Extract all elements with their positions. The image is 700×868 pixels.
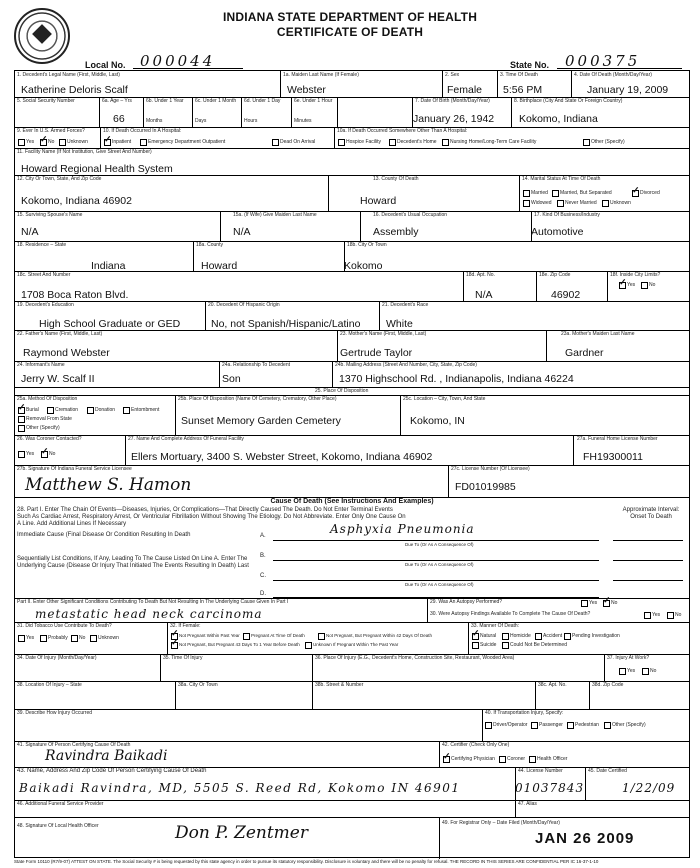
label-injury-apt: 38c. Apt. No. [538,682,567,688]
widowed-label: Widowed [531,200,552,206]
label-certifier-type: 42. Certifier (Check Only One) [442,742,510,748]
armed-forces-yes-checkbox [18,139,25,146]
label-injury-city: 38a. City Or Town [178,682,218,688]
disposition-place: Sunset Memory Garden Cemetery [181,415,341,427]
tobacco-unknown-label: Unknown [98,635,119,641]
doa-label: Dead On Arrival [280,139,316,145]
date-certified: 1/22/09 [622,781,676,795]
label-licensee-signature: 27b. Signature Of Indiana Funeral Service Licensee [17,466,132,472]
certifier-license: 01037843 [515,781,585,795]
line-b-label: B. [260,553,266,559]
due-to-b: Due To (Or As A Consequence Of) [405,562,474,567]
married-label: Married [531,190,548,196]
pregnant-42-days-label: Not Pregnant, But Pregnant Within 42 Days Of Death [326,633,433,638]
inside-city-no-label: No [649,282,656,288]
pregnant-unknown-label: Unknown If Pregnant Within The Past Year [313,642,399,647]
coroner-yes-label: Yes [26,451,35,457]
label-race: 21. Decedent's Race [382,302,429,308]
label-maiden-name: 1a. Maiden Last Name (If Female) [283,72,359,78]
natural-label: Natural [480,633,497,639]
marital-unknown-checkbox [602,200,609,207]
line-a-label: A. [260,533,266,539]
entombment-checkbox [123,407,130,414]
label-funeral-license: 27a. Funeral Home License Number [577,436,658,442]
certificate-title: CERTIFICATE OF DEATH [276,25,424,39]
label-under-1-day: 6d. Under 1 Day [244,98,281,104]
label-time-of-injury: 35. Time Of Injury [163,655,203,661]
maiden-name: Webster [287,84,326,96]
disposition-location: Kokomo, IN [410,415,465,427]
label-county-of-death: 13. County Of Death [373,176,419,182]
label-injury-zip: 38d. Zip Code [592,682,624,688]
suicide-label: Suicide [480,642,497,648]
married-separated-checkbox [552,190,559,197]
health-officer-checkbox [529,756,536,763]
funeral-facility: Ellers Mortuary, 3400 S. Webster Street, Kokomo, Indiana 46902 [131,451,433,463]
findings-no-label: No [675,612,682,618]
armed-forces-unknown-checkbox [59,139,66,146]
label-apt: 18d. Apt. No. [466,272,495,278]
relationship: Son [222,373,241,385]
coroner-checkbox [499,756,506,763]
label-coroner: 26. Was Coroner Contacted? [17,436,82,442]
apt: N/A [475,289,493,301]
label-occupation: 16. Decedent's Usual Occupation [373,212,448,218]
label-residence-city: 18b. City Or Town [347,242,387,248]
divorced-label: Divorced [640,190,660,196]
label-date-of-birth: 7. Date Of Birth (Month/Day/Year) [415,98,490,104]
label-injury-description: 39. Describe How Injury Occurred [17,710,93,716]
inpatient-checkbox [104,139,111,146]
armed-forces-unknown-label: Unknown [67,139,88,145]
part1-instruction-1: 28. Part I. Enter The Chain Of Events—Diseases, Injuries, Or Complications—That Directly Caused The Death. Do Not Enter Terminal Events [17,507,393,513]
label-certifier-license: 44. License Number [518,768,563,774]
label-hours: Hours [244,118,258,124]
label-date-of-death: 4. Date Of Death (Month/Day/Year) [574,72,652,78]
never-married-checkbox [557,200,564,207]
autopsy-yes-checkbox [581,600,588,607]
facility-name: Howard Regional Health System [21,163,173,175]
decedent-name: Katherine Deloris Scalf [21,84,128,96]
decedent-home-label: Decedent's Home [397,139,437,145]
label-date-certified: 45. Date Certified [588,768,627,774]
cause-heading: Cause Of Death (See Instructions And Examples) [270,498,434,505]
passenger-label: Passenger [539,722,563,728]
disposition-other-label: Other (Specify) [26,425,60,431]
sequential-conditions-label: Sequentially List Conditions, If Any, Leading To The Cause Listed On Line A. Enter The Underlying Cause (Disease Or Injury That Initiated The Events Resulting In Death) Last [17,556,249,569]
date-of-birth: January 26, 1942 [413,113,495,125]
suicide-checkbox [472,642,479,649]
nursing-home-label: Nursing Home/Long-Term Care Facility [450,139,537,145]
injury-work-yes-checkbox [619,668,626,675]
tobacco-yes-checkbox [18,635,25,642]
pregnant-at-death-checkbox [243,633,250,640]
label-minutes: Minutes [294,118,312,124]
mother-maiden: Gardner [565,347,604,359]
race: White [386,318,413,330]
er-outpatient-label: Emergency Department Outpatient [148,139,226,145]
certificate-form [14,70,690,858]
injury-work-no-checkbox [642,668,649,675]
spouse-maiden: N/A [233,226,251,238]
industry: Automotive [531,226,584,238]
label-armed-forces: 9. Ever In U.S. Armed Forces? [17,128,85,134]
tobacco-probably-checkbox [40,635,47,642]
label-date-filed: 49. For Registrar Only – Date Filed (Month/Day/Year) [442,820,560,826]
street: 1708 Boca Raton Blvd. [21,289,129,301]
label-date-of-injury: 34. Date Of Injury (Month/Day/Year) [17,655,97,661]
other-place-checkbox [583,139,590,146]
armed-forces-yes-label: Yes [26,139,35,145]
decedent-home-checkbox [389,139,396,146]
pregnant-43-days-checkbox [171,642,178,649]
label-tobacco: 31. Did Tobacco Use Contribute To Death? [17,623,112,629]
label-residence-state: 18. Residence – State [17,242,67,248]
local-no-label: Local No. [85,60,126,70]
label-mother-name: 23. Mother's Name (First, Middle, Last) [340,331,427,337]
burial-label: Burial [26,407,39,413]
part2-conditions: metastatic head neck carcinoma [35,607,263,621]
findings-yes-label: Yes [652,612,661,618]
label-mother-maiden: 23a. Mother's Maiden Last Name [561,331,635,337]
label-injury-state: 38. Location Of Injury – State [17,682,82,688]
health-officer-signature: Don P. Zentmer [175,823,308,843]
married-checkbox [523,190,530,197]
removal-label: Removal From State [26,416,72,422]
other-place-label: Other (Specify) [591,139,625,145]
certifying-physician-label: Certifying Physician [451,756,495,762]
marital-unknown-label: Unknown [610,200,631,206]
autopsy-no-label: No [611,600,618,606]
line-c-label: C. [260,573,266,579]
removal-checkbox [18,416,25,423]
inpatient-label: Inpatient [112,139,132,145]
pedestrian-label: Pedestrian [575,722,599,728]
natural-checkbox [472,633,479,640]
label-spouse-maiden: 15a. (If Wife) Give Maiden Last Name [233,212,317,218]
er-outpatient-checkbox [140,139,147,146]
part1-instruction-3: A Line. Add Additional Lines If Necessary [17,521,127,527]
spouse-name: N/A [21,226,39,238]
certifier-signature: Ravindra Baikadi [45,748,168,764]
label-industry: 17. Kind Of Business/Industry [534,212,600,218]
health-officer-label: Health Officer [537,756,568,762]
label-certifier-address: 43. Name, Address And Zip Code Of Person Certifying Cause Of Death [17,768,207,774]
donation-label: Donation [95,407,116,413]
label-months: Months [146,118,163,124]
findings-yes-checkbox [644,612,651,619]
inside-city-no-checkbox [641,282,648,289]
doa-checkbox [272,139,279,146]
city-state-zip: Kokomo, Indiana 46902 [21,195,132,207]
label-health-officer-signature: 48. Signature Of Local Health Officer [17,823,99,829]
findings-no-checkbox [667,612,674,619]
local-no-value: 000044 [140,52,216,70]
time-of-death: 5:56 PM [503,84,543,96]
certifying-physician-checkbox [443,756,450,763]
widowed-checkbox [523,200,530,207]
label-zip: 18e. Zip Code [539,272,571,278]
undetermined-label: Could Not Be Determined [510,642,567,648]
label-other-place: 10a. If Death Occurred Somewhere Other Than A Hospital: [337,128,468,134]
residence-county: Howard [201,260,238,272]
zip: 46902 [551,289,581,301]
label-father-name: 22. Father's Name (First, Middle, Last) [17,331,103,337]
label-ssn: 5. Social Security Number [17,98,75,104]
transport-other-checkbox [604,722,611,729]
autopsy-no-checkbox [603,600,610,607]
hospice-checkbox [338,139,345,146]
label-if-female: 32. If Female: [170,623,201,629]
label-under-1-year: 6b. Under 1 Year [146,98,184,104]
accident-label: Accident [543,633,563,639]
label-decedent-name: 1. Decedent's Legal Name (First, Middle, Last) [17,72,120,78]
label-education: 19. Decedent's Education [17,302,74,308]
label-place-of-injury: 36. Place Of Injury (E.G., Decedent's Home, Construction Site, Restaurant, Wooded Area) [315,655,515,661]
licensee-signature: Matthew S. Hamon [25,475,192,495]
married-separated-label: Married, But Separated [560,190,612,196]
education: High School Graduate or GED [39,318,181,330]
department-title: INDIANA STATE DEPARTMENT OF HEALTH [222,10,478,24]
licensee-number: FD01019985 [455,481,516,493]
autopsy-yes-label: Yes [589,600,598,606]
label-injury-at-work: 37. Injury At Work? [607,655,650,661]
sex: Female [447,84,483,96]
driver-checkbox [485,722,492,729]
cremation-checkbox [47,407,54,414]
birthplace: Kokomo, Indiana [519,113,598,125]
date-filed: JAN 26 2009 [535,830,635,847]
part2-label: Part II. Enter Other Significant Conditions Contributing To Death But Not Resulting In The Underlying Cause Given In Part I [17,599,289,605]
entombment-label: Entombment [131,407,160,413]
date-of-death: January 19, 2009 [587,84,669,96]
label-street: 18c. Street And Number [17,272,71,278]
undetermined-checkbox [502,642,509,649]
label-inside-city: 18f. Inside City Limits? [610,272,661,278]
label-alias: 47. Alias [518,801,537,807]
nursing-home-checkbox [442,139,449,146]
mailing-address: 1370 Highschool Rd. , Indianapolis, Indiana 46224 [339,373,574,385]
label-residence-county: 18a. County [196,242,223,248]
residence-city: Kokomo [344,260,383,272]
age-years: 66 [113,113,125,125]
tobacco-no-label: No [79,635,86,641]
label-facility-name: 11. Facility Name (If Not Institution, Give Street And Number) [17,149,152,155]
label-informant: 24. Informant's Name [17,362,65,368]
homicide-checkbox [502,633,509,640]
tobacco-unknown-checkbox [90,635,97,642]
pregnant-at-death-label: Pregnant At Time Of Death [251,633,305,638]
state-no-label: State No. [510,60,550,70]
pending-checkbox [564,633,571,640]
hospice-label: Hospice Facility [346,139,382,145]
armed-forces-no-label: No [48,139,55,145]
county-of-death: Howard [360,195,397,207]
label-disposition-place: 25b. Place Of Disposition (Name Of Cemetery, Crematory, Other Place) [178,396,337,402]
approx-interval-label: Approximate Interval: Onset To Death [622,507,680,520]
divorced-checkbox [632,190,639,197]
state-no-value: 000375 [565,52,641,70]
coroner-no-label: No [49,451,56,457]
donation-checkbox [87,407,94,414]
label-sex: 2. Sex [445,72,460,78]
transport-other-label: Other (Specify) [612,722,646,728]
burial-checkbox [18,407,25,414]
pending-label: Pending Investigation [572,633,620,639]
coroner-yes-checkbox [18,451,25,458]
label-autopsy: 29. Was An Autopsy Performed? [430,599,503,605]
due-to-a: Due To (Or As A Consequence Of) [405,542,474,547]
tobacco-yes-label: Yes [26,635,35,641]
label-city-state-zip: 12. City Or Town, State, And Zip Code [17,176,102,182]
never-married-label: Never Married [565,200,597,206]
line-d-label: D. [260,591,266,597]
hispanic: No, not Spanish/Hispanic/Latino [211,318,361,330]
homicide-label: Homicide [510,633,531,639]
label-licensee-number: 27c. License Number (Of Licensee) [451,466,530,472]
label-additional-provider: 46. Additional Funeral Service Provider [17,801,104,807]
label-mailing-address: 24b. Mailing Address (Street And Number, City, State, Zip Code) [335,362,477,368]
mother-name: Gertrude Taylor [340,347,413,359]
driver-label: Driver/Operator [493,722,528,728]
armed-forces-no-checkbox [40,139,47,146]
coroner-label: Coroner [507,756,526,762]
label-hospital-death: 10. If Death Occurred In A Hospital: [103,128,182,134]
label-spouse-name: 15. Surviving Spouse's Name [17,212,83,218]
label-disposition-location: 25c. Location – City, Town, And State [403,396,486,402]
passenger-checkbox [531,722,538,729]
coroner-no-checkbox [41,451,48,458]
label-autopsy-findings: 30. Were Autopsy Findings Available To Complete The Cause Of Death? [430,611,591,617]
label-under-1-month: 6c. Under 1 Month [195,98,237,104]
pregnant-43-days-label: Not Pregnant, But Pregnant 43 Days To 1 Year Before Death [179,642,300,647]
label-certifier-signature: 41. Signature Of Person Certifying Cause Of Death [17,742,131,748]
label-under-1-hour: 6e. Under 1 Hour [294,98,333,104]
residence-state: Indiana [91,260,126,272]
occupation: Assembly [373,226,419,238]
informant: Jerry W. Scalf II [21,373,95,385]
label-age-years: 6a. Age – Yrs [102,98,132,104]
label-birthplace: 8. Birthplace (City And State Or Foreign Country) [514,98,623,104]
tobacco-probably-label: Probably [48,635,68,641]
label-injury-street: 38b. Street & Number [315,682,364,688]
label-hispanic: 20. Decedent Of Hispanic Origin [208,302,280,308]
label-days: Days [195,118,207,124]
not-pregnant-label: Not Pregnant Within Past Year [179,633,240,638]
pedestrian-checkbox [567,722,574,729]
label-disposition-method: 25a. Method Of Disposition [17,396,78,402]
father-name: Raymond Webster [23,347,110,359]
inside-city-yes-label: Yes [627,282,636,288]
tobacco-no-checkbox [71,635,78,642]
due-to-c: Due To (Or As A Consequence Of) [405,582,474,587]
label-transport-injury: 40. If Transportation Injury, Specify: [485,710,564,716]
cremation-label: Cremation [55,407,79,413]
injury-work-no-label: No [650,668,657,674]
inside-city-yes-checkbox [619,282,626,289]
label-funeral-facility: 27. Name And Complete Address Of Funeral Facility [128,436,244,442]
pregnant-42-days-checkbox [318,633,325,640]
pregnant-unknown-checkbox [305,642,312,649]
immediate-cause-label: Immediate Cause (Final Disease Or Condition Resulting In Death [17,532,191,538]
label-time-of-death: 3. Time Of Death [500,72,538,78]
label-relationship: 24a. Relationship To Decedent [222,362,291,368]
accident-checkbox [535,633,542,640]
certifier-address: Baikadi Ravindra, MD, 5505 S. Reed Rd, Kokomo IN 46901 [19,781,461,795]
label-manner: 33. Manner Of Death: [471,623,520,629]
cause-line-a: Asphyxia Pneumonia [330,522,475,536]
part1-instruction-2: Such As Cardiac Arrest, Respiratory Arrest, Or Ventricular Fibrillation Without Showing The Etiology. Do Not Abbreviate. Enter Only One Cause On [17,514,406,520]
form-footer: State Form 10110 (R7/9-07) ATTEST ON STATE. The Social Security # is being requested by this state agency in order to pursue its statutory responsibility. Disclosure is voluntary and there will be no penalty for refusal. THE RECORD IN THIS SERIES ARE CONFIDENTIAL PER IC 16-37-1-10 [14,859,599,864]
place-of-disposition-heading: 25. Place Of Disposition [315,388,369,394]
disposition-other-checkbox [18,425,25,432]
label-marital-status: 14. Marital Status At Time Of Death [522,176,601,182]
injury-work-yes-label: Yes [627,668,636,674]
funeral-license: FH19300011 [583,451,643,463]
